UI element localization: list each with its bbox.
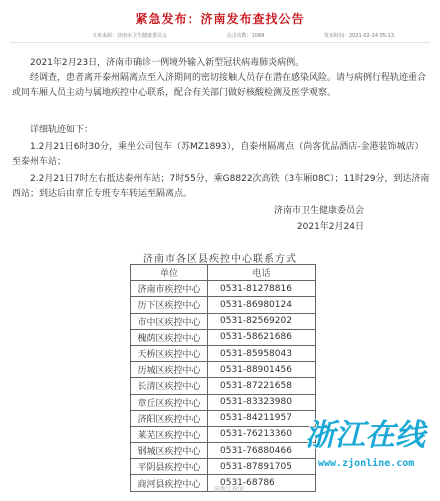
row-phone: 0531-84211957 <box>208 410 316 426</box>
contacts-table-title: 济南市各区县疾控中心联系方式 <box>143 254 297 265</box>
contacts-table <box>130 264 316 492</box>
table-row <box>131 281 316 297</box>
row-unit: 长清区疾控中心 <box>131 378 208 394</box>
paragraph-trajectory-heading: 详细轨迹如下： <box>30 125 94 135</box>
zjonline-watermark-logo <box>300 405 430 460</box>
table-row <box>131 297 316 313</box>
row-phone: 0531-85958043 <box>208 345 316 361</box>
table-row <box>131 410 316 426</box>
header-divider <box>10 42 430 43</box>
row-phone: 0531-88901456 <box>208 362 316 378</box>
header-phone: 电话 <box>208 265 316 281</box>
table-row <box>131 459 316 475</box>
row-unit: 钢城区疾控中心 <box>131 443 208 459</box>
signature-date: 2021年2月24日 <box>296 222 364 232</box>
table-row <box>131 362 316 378</box>
contacts-table-header <box>131 265 316 281</box>
table-row <box>131 378 316 394</box>
table-row <box>131 313 316 329</box>
watermark-url: www.zjonline.com <box>318 458 415 469</box>
announcement-title: 紧急发布：济南发布查找公告 <box>135 12 305 26</box>
row-phone: 0531-83323980 <box>208 394 316 410</box>
row-unit: 天桥区疾控中心 <box>131 345 208 361</box>
row-unit: 平阴县疾控中心 <box>131 459 208 475</box>
row-unit: 济阳区疾控中心 <box>131 410 208 426</box>
paragraph-trajectory-2: 2.2月21日7时左右抵达泰州车站；7时55分，乘G8822次高铁（3车厢08C）；11时29分，到达济南西站；到达后由章丘专班专车转运至隔离点。 <box>12 174 430 199</box>
row-unit: 槐荫区疾控中心 <box>131 329 208 345</box>
paragraph-trajectory-1: 1.2月21日6时30分，乘坐公司包车（苏MZ1893），自泰州隔离点（尚客优品酒店-金港装饰城店）至泰州车站； <box>12 142 424 167</box>
row-phone: 0531-81278816 <box>208 281 316 297</box>
table-row <box>131 426 316 442</box>
table-row <box>131 443 316 459</box>
article-meta <box>92 32 394 39</box>
meta-date: 发布时间：2021-02-24 05:13 <box>323 33 394 39</box>
watermark-logo-text: 浙江在线 <box>305 418 425 453</box>
row-phone: 0531-87891705 <box>208 459 316 475</box>
row-unit: 商河县疾控中心 <box>131 475 208 491</box>
row-phone: 0531-68786 <box>208 475 316 491</box>
row-unit: 章丘区疾控中心 <box>131 394 208 410</box>
row-phone: 0531-76880466 <box>208 443 316 459</box>
row-phone: 0531-76213360 <box>208 426 316 442</box>
header-unit: 单位 <box>131 265 208 281</box>
row-unit: 市中区疾控中心 <box>131 313 208 329</box>
paragraph-intro: 2021年2月23日，济南市确诊一例境外输入新型冠状病毒肺炎病例。 <box>30 58 305 68</box>
meta-source: 文章来源：济南市卫生健康委员会 <box>92 33 168 39</box>
row-unit: 济南市疾控中心 <box>131 281 208 297</box>
watermark-weibo: @浙江新闻 <box>214 486 245 493</box>
table-row <box>131 394 316 410</box>
row-phone: 0531-87221658 <box>208 378 316 394</box>
row-phone: 0531-58621686 <box>208 329 316 345</box>
signature-org: 济南市卫生健康委员会 <box>273 206 364 216</box>
row-unit: 莱芜区疾控中心 <box>131 426 208 442</box>
row-phone: 0531-82569202 <box>208 313 316 329</box>
row-unit: 历下区疾控中心 <box>131 297 208 313</box>
table-row <box>131 345 316 361</box>
row-unit: 历城区疾控中心 <box>131 362 208 378</box>
meta-views: 点击次数：1089 <box>226 33 265 39</box>
table-row <box>131 329 316 345</box>
paragraph-investigation: 经调查，患者离开泰州隔离点至入济期间的密切接触人员存在潜在感染风险。请与病例行程轨迹重合或同车厢人员主动与属地疾控中心联系，配合有关部门做好核酸检测及医学观察。 <box>12 73 427 98</box>
row-phone: 0531-86980124 <box>208 297 316 313</box>
